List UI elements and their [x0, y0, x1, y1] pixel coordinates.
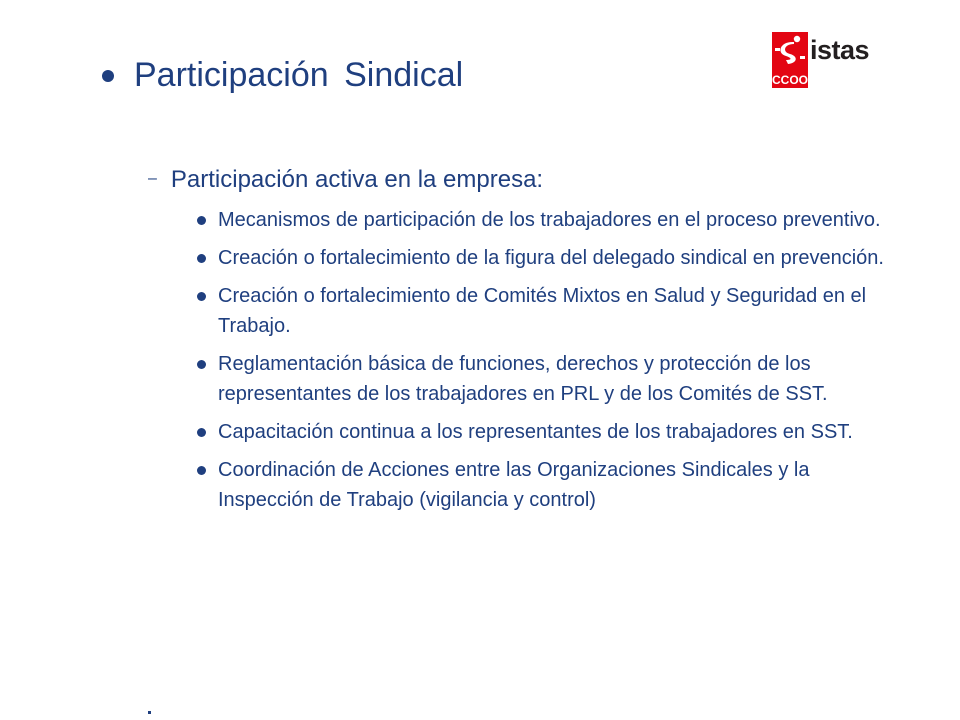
- list-item: Capacitación continua a los representantes de los trabajadores en SST.: [196, 417, 896, 447]
- ccoo-logo-icon: [772, 32, 808, 88]
- section-heading-row: [148, 166, 543, 194]
- title-row: [102, 56, 463, 95]
- istas-ccoo-logo: [772, 32, 872, 90]
- list-item: Mecanismos de participación de los trabajadores en el proceso preventivo.: [196, 205, 896, 235]
- dash-bullet-icon: –: [148, 170, 157, 187]
- ccoo-badge-text: CCOO: [772, 73, 808, 87]
- list-item: Creación o fortalecimiento de la figura del delegado sindical en prevención.: [196, 243, 896, 273]
- list-item: Creación o fortalecimiento de Comités Mixtos en Salud y Seguridad en el Trabajo.: [196, 281, 896, 341]
- title-bullet-icon: [102, 70, 114, 82]
- list-item: Reglamentación básica de funciones, derechos y protección de los representantes de los trabajadores en PRL y de los Comités de SST.: [196, 349, 896, 409]
- list-item: Coordinación de Acciones entre las Organizaciones Sindicales y la Inspección de Trabajo (vigilancia y control): [196, 455, 896, 515]
- istas-wordmark: istas: [810, 35, 870, 65]
- page-title: Participación Sindical: [134, 56, 464, 94]
- section-heading: Participación activa en la empresa:: [170, 166, 544, 193]
- trailing-dot: [148, 711, 151, 714]
- bullet-list: [196, 205, 896, 523]
